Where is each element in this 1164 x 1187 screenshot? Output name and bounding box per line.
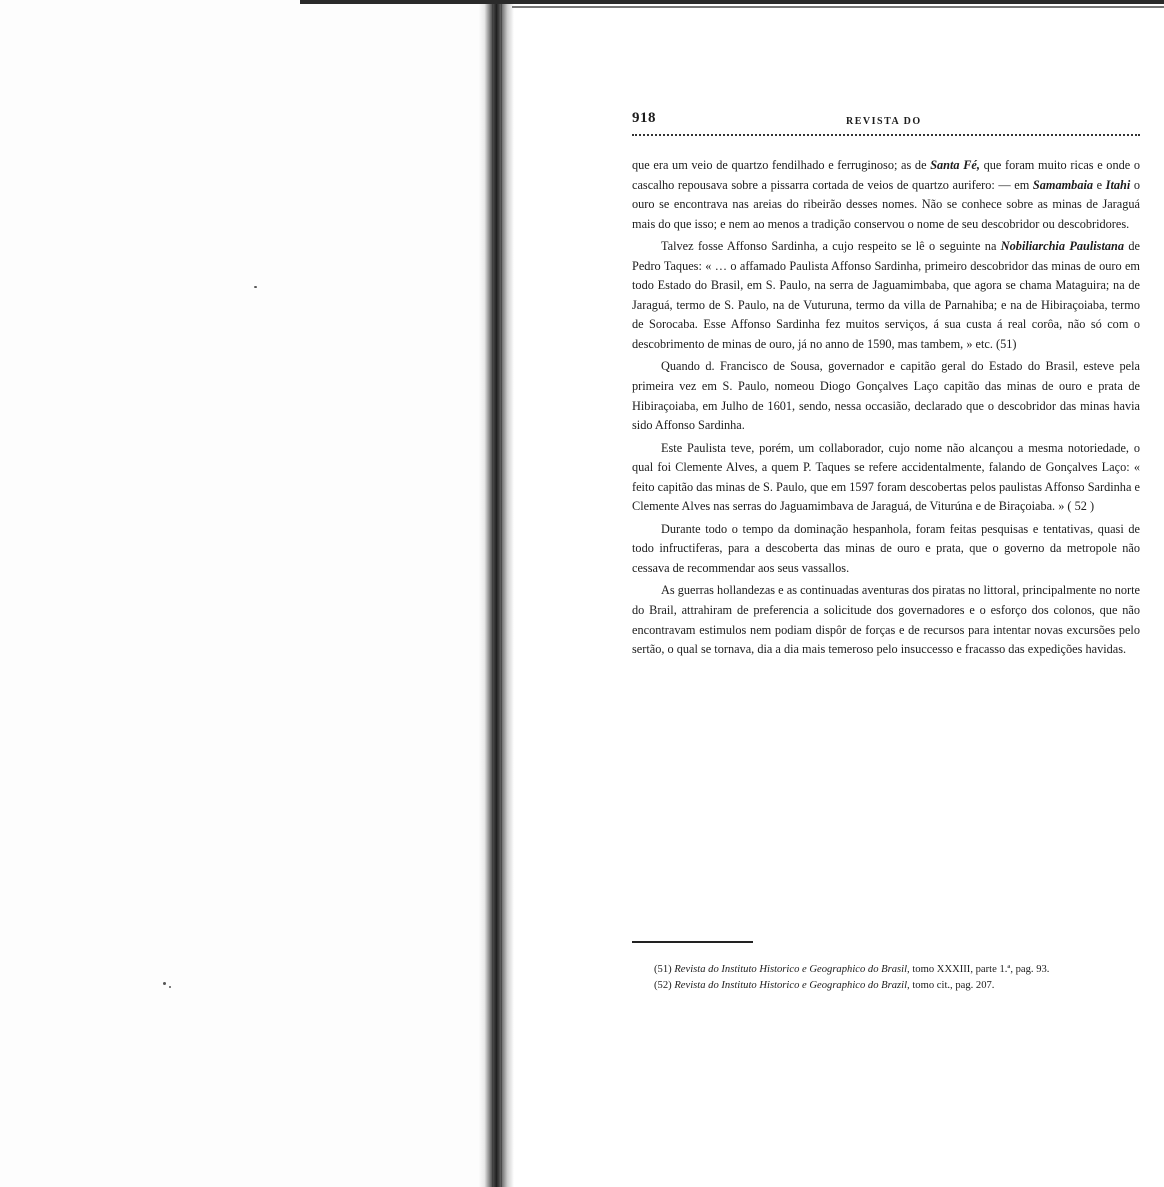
footnote-title: Revista do Instituto Historico e Geographico do Brasil, bbox=[674, 964, 910, 975]
paper-speck bbox=[254, 286, 257, 288]
page-header bbox=[632, 108, 1140, 132]
italic-run: Nobiliarchia Paulistana bbox=[1000, 239, 1125, 254]
text-run: que era um veio de quartzo fendilhado e ferruginoso; as de bbox=[632, 158, 931, 172]
footnotes bbox=[632, 962, 1140, 994]
running-head: REVISTA DO bbox=[846, 116, 922, 127]
footnote-51 bbox=[632, 962, 1140, 978]
top-edge-rule-secondary bbox=[512, 6, 1164, 8]
text-run: Talvez fosse Affonso Sardinha, a cujo respeito se lê o seguinte na bbox=[661, 239, 1001, 254]
body-text bbox=[632, 156, 1140, 660]
paragraph-2 bbox=[632, 237, 1140, 354]
paragraph-1 bbox=[632, 156, 1140, 234]
italic-run: Itahi bbox=[1105, 177, 1131, 192]
footnote-title: Revista do Instituto Historico e Geographico do Brazil, bbox=[674, 980, 910, 992]
footnote-rest: tomo cit., pag. 207. bbox=[909, 980, 995, 992]
text-run: de Pedro Taques: « … o affamado Paulista Affonso Sardinha, primeiro descobridor das minas de ouro em todo Estado do Brasil, em S. Paulo, na serra de Jaguamimbaba, que agora se chama Mataguira; na de Jaraguá, termo de S. Paulo, na de Vuturuna, termo da villa de Parnahiba; e na de Hibiraçoiaba, termo de Sorocaba. Esse Affonso Sardinha fez muitos serviços, á sua custa á real corôa, não só com o descobrimento de minas de ouro, já no anno de 1590, mas tambem, » etc. (51) bbox=[632, 239, 1140, 351]
footnote-rest: tomo XXXIII, parte 1.ª, pag. 93. bbox=[909, 964, 1050, 975]
book-gutter bbox=[478, 0, 514, 1187]
left-page-blank bbox=[0, 0, 488, 1187]
header-rule bbox=[632, 134, 1140, 136]
text-run: e bbox=[1093, 177, 1106, 192]
footnote-number: (51) bbox=[654, 964, 672, 975]
text-run: que foram muito ricas e onde o cascalho repousava sobre a pissarra cortada de veios de quartzo aurifero: — em bbox=[632, 158, 1140, 192]
paragraph-6: As guerras hollandezas e as continuadas aventuras dos piratas no littoral, principalmente no norte do Brail, attrahiram de preferencia a solicitude dos governadores e o esforço dos colonos, que não encontravam estimulos nem podiam dispôr de forças e de recursos para intentar novas excursões pelo sertão, o qual se tornava, dia a dia mais temeroso pelo insuccesso e fracasso das expedições havidas. bbox=[632, 583, 1140, 657]
text-run: o ouro se encontrava nas areias do ribeirão desses nomes. Não se conhece sobre as minas de Jaraguá mais do que isso; e nem ao menos a tradição conservou o nome de seu descobridor ou descobridores. bbox=[632, 177, 1141, 231]
footnote-52 bbox=[632, 978, 1140, 994]
footnote-number: (52) bbox=[654, 980, 672, 992]
italic-run: Samambaia bbox=[1032, 177, 1094, 192]
italic-run: Santa Fé, bbox=[930, 158, 980, 172]
paper-speck bbox=[163, 982, 166, 985]
paragraph-5: Durante todo o tempo da dominação hespanhola, foram feitas pesquisas e tentativas, quasi de todo infructiferas, para a descoberta das minas de ouro e prata, que o governo da metropole não cessava de recommendar aos seus vassallos. bbox=[632, 521, 1140, 575]
right-page bbox=[632, 108, 1140, 663]
footnote-rule bbox=[632, 941, 753, 943]
paper-speck bbox=[169, 986, 171, 988]
paragraph-4: Este Paulista teve, porém, um collaborador, cujo nome não alcançou a mesma notoriedade, o qual foi Clemente Alves, a quem P. Taques se refere accidentalmente, falando de Gonçalves Laço: « feito capitão das minas de S. Paulo, que em 1597 foram descobertas pelos paulistas Affonso Sardinha e Clemente Alves nas serras do Jaguamimbava de Jaraguá, de Viturúna e de Biraçoiaba. » ( 52 ) bbox=[632, 440, 1140, 514]
page-number: 918 bbox=[632, 110, 656, 126]
paragraph-3: Quando d. Francisco de Sousa, governador e capitão geral do Estado do Brasil, esteve pela primeira vez em S. Paulo, nomeou Diogo Gonçalves Laço capitão das minas de ouro e prata de Hibiraçoiaba, em Julho de 1601, sendo, nessa occasião, declarado que o descobridor das minas havia sido Affonso Sardinha. bbox=[632, 359, 1140, 433]
top-edge-rule bbox=[300, 0, 1164, 4]
